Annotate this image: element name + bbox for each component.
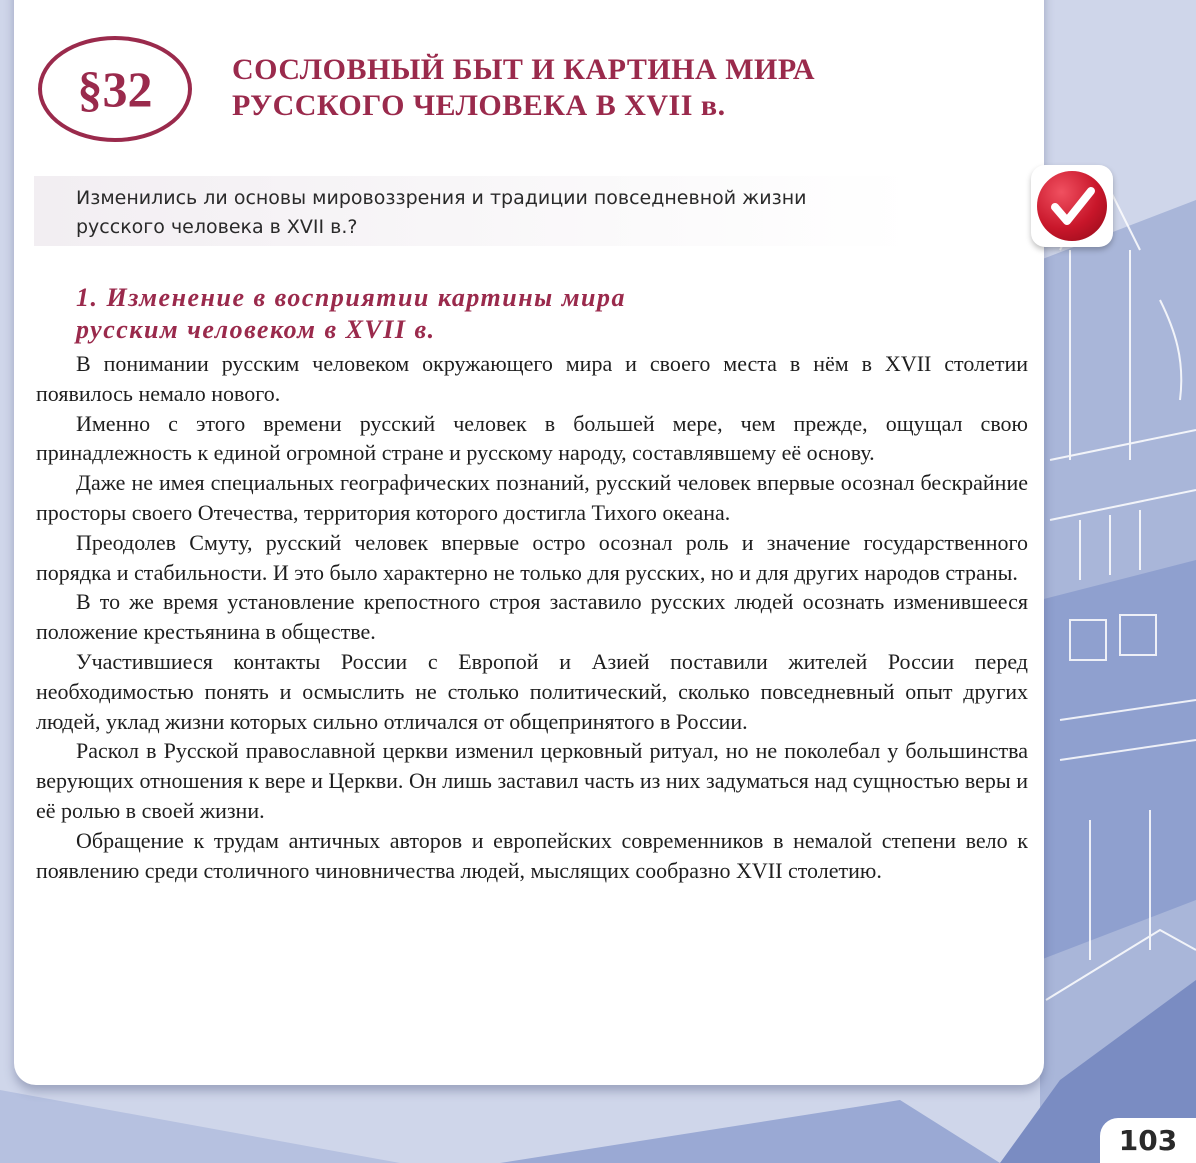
chapter-title-line-1: СОСЛОВНЫЙ БЫТ И КАРТИНА МИРА xyxy=(232,53,816,86)
check-button[interactable] xyxy=(1031,165,1113,247)
page-number xyxy=(1100,1118,1196,1163)
section-heading-line-1: 1. Изменение в восприятии картины мира xyxy=(76,283,626,312)
chapter-title xyxy=(232,52,992,124)
paragraph: Даже не имея специальных географических познаний, русский человек впервые осознал бескрайние просторы своего Отечества, территория которого достигла Тихого океана. xyxy=(36,470,1028,525)
paragraph: Раскол в Русской православной церкви изменил церковный ритуал, но не поколебал у большинства верующих отношения к вере и Церкви. Он лишь заставил часть из них задуматься над сущностью веры и её ролью в своей жизни. xyxy=(36,738,1028,823)
paragraph: В то же время установление крепостного строя заставило русских людей осознать изменившееся положение крестьянина в обществе. xyxy=(36,589,1028,645)
paragraph: Именно с этого времени русский человек в большей мере, чем прежде, ощущал свою принадлежность к единой огромной стране и русскому народу, составлявшему её основу. xyxy=(36,410,1028,466)
paragraph: В понимании русским человеком окружающего мира и своего места в нём в XVII столетии появилось немало нового. xyxy=(36,351,1028,406)
section-number: §32 xyxy=(77,61,153,117)
key-question-line-1: Изменились ли основы мировоззрения и традиции повседневной жизни xyxy=(76,187,807,209)
section-number-badge xyxy=(38,36,192,142)
paragraph: Преодолев Смуту, русский человек впервые остро осознал роль и значение государственного порядка и стабильности. И это было характерно не только для русских, но и для других народов страны. xyxy=(36,529,1028,585)
check-mark-icon xyxy=(1037,171,1107,241)
body-text xyxy=(36,349,1028,885)
chapter-title-line-2: РУССКОГО ЧЕЛОВЕКА В XVII в. xyxy=(232,89,726,122)
section-heading-line-2: русским человеком в XVII в. xyxy=(76,315,436,344)
key-question xyxy=(76,184,916,242)
page-number-label: 103 xyxy=(1118,1124,1178,1157)
key-question-line-2: русского человека в XVII в.? xyxy=(76,216,358,238)
paragraph: Обращение к трудам античных авторов и европейских современников в немалой степени вело к появлению среди столичного чиновничества людей, мыслящих сообразно XVII столетию. xyxy=(36,827,1028,883)
paragraph: Участившиеся контакты России с Европой и Азией поставили жителей России перед необходимостью понять и осмыслить не столько политический, сколько повседневный опыт других людей, уклад жизни которых сильно отличался от общепринятого в России. xyxy=(36,648,1028,734)
section-heading xyxy=(76,282,876,346)
